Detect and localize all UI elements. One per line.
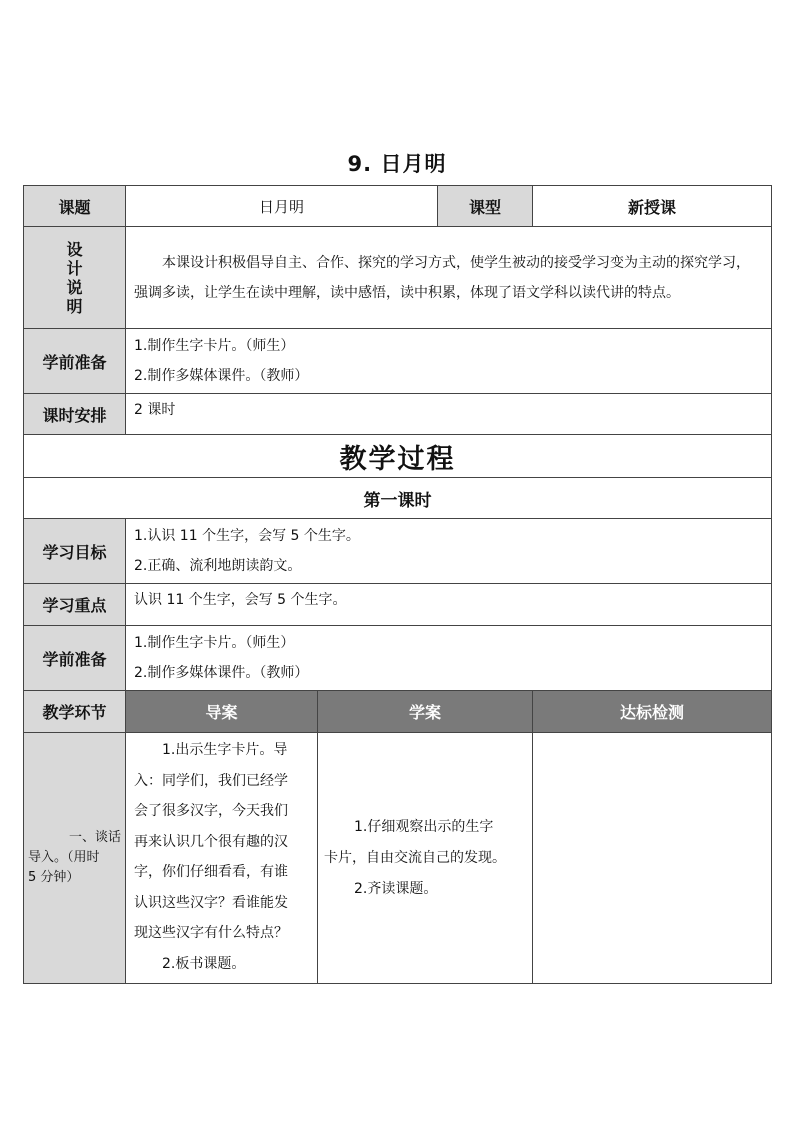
design-note-text: 本课设计积极倡导自主、合作、探究的学习方式，使学生被动的接受学习变为主动的探究学习，强调多读，让学生在读中理解，读中感悟，读中积累，体现了语文学科以读代讲的特点。 [126, 227, 772, 329]
goals-list [126, 519, 772, 584]
study-line: 卡片，自由交流自己的发现。 [324, 849, 506, 866]
goals-row [24, 519, 772, 584]
guide-column-header: 导案 [126, 691, 318, 733]
schedule-label: 课时安排 [24, 394, 126, 435]
step1-row [24, 733, 772, 984]
topic-row [24, 186, 772, 227]
lesson-title: 第一课时 [24, 478, 772, 519]
step1-study [318, 733, 533, 984]
guide-line: 字，你们仔细看看，有谁 [134, 864, 288, 880]
step1-label [24, 733, 126, 984]
lesson-title-row [24, 478, 772, 519]
design-note-char: 明 [66, 296, 83, 316]
prep2-list [126, 626, 772, 691]
study-line: 1.仔细观察出示的生字 [354, 818, 494, 835]
step1-label-line: 一、谈话 [68, 830, 121, 845]
guide-line: 再来认识几个很有趣的汉 [134, 833, 288, 850]
step1-check [533, 733, 772, 984]
focus-value: 认识 11 个生字，会写 5 个生字。 [126, 584, 772, 626]
schedule-value: 2 课时 [126, 394, 772, 435]
guide-line: 现这些汉字有什么特点？ [134, 925, 288, 941]
goal-item: 2.正确、流利地朗读韵文。 [134, 558, 302, 574]
check-column-header: 达标检测 [533, 691, 772, 733]
guide-line: 2.板书课题。 [162, 955, 246, 972]
design-note-char: 计 [66, 258, 83, 278]
lesson-type-value: 新授课 [533, 186, 772, 227]
prep2-label: 学前准备 [24, 626, 126, 691]
lesson-type-label: 课型 [438, 186, 533, 227]
document-title: 9. 日月明 [347, 152, 447, 176]
step1-label-line: 5 分钟） [28, 870, 80, 885]
schedule-row [24, 394, 772, 435]
design-note-char: 说 [66, 277, 83, 297]
design-note-row [24, 227, 772, 329]
lesson-plan-table [23, 185, 772, 984]
step1-guide [126, 733, 318, 984]
prep2-row [24, 626, 772, 691]
topic-value: 日月明 [126, 186, 438, 227]
focus-row [24, 584, 772, 626]
prep-item: 1.制作生字卡片。（师生） [134, 338, 295, 354]
goals-label: 学习目标 [24, 519, 126, 584]
prep-item: 2.制作多媒体课件。（教师） [134, 368, 309, 384]
prep2-item: 2.制作多媒体课件。（教师） [134, 665, 309, 681]
prep2-item: 1.制作生字卡片。（师生） [134, 635, 295, 651]
guide-line: 入：同学们，我们已经学 [134, 772, 288, 789]
column-header-row [24, 691, 772, 733]
topic-label: 课题 [24, 186, 126, 227]
step1-label-line: 导入。（用时 [28, 850, 100, 865]
focus-label: 学习重点 [24, 584, 126, 626]
prep-row [24, 329, 772, 394]
process-title: 教学过程 [24, 435, 772, 478]
guide-line: 会了很多汉字，今天我们 [134, 803, 288, 819]
goal-item: 1.认识 11 个生字，会写 5 个生字。 [134, 528, 360, 544]
step-column-header: 教学环节 [24, 691, 126, 733]
study-line: 2.齐读课题。 [354, 880, 438, 897]
prep-label: 学前准备 [24, 329, 126, 394]
study-column-header: 学案 [318, 691, 533, 733]
design-note-label [24, 227, 126, 329]
prep-list [126, 329, 772, 394]
guide-line: 认识这些汉字？看谁能发 [134, 894, 288, 911]
design-note-char: 设 [66, 239, 83, 259]
process-title-row [24, 435, 772, 478]
guide-line: 1.出示生字卡片。导 [162, 742, 288, 758]
